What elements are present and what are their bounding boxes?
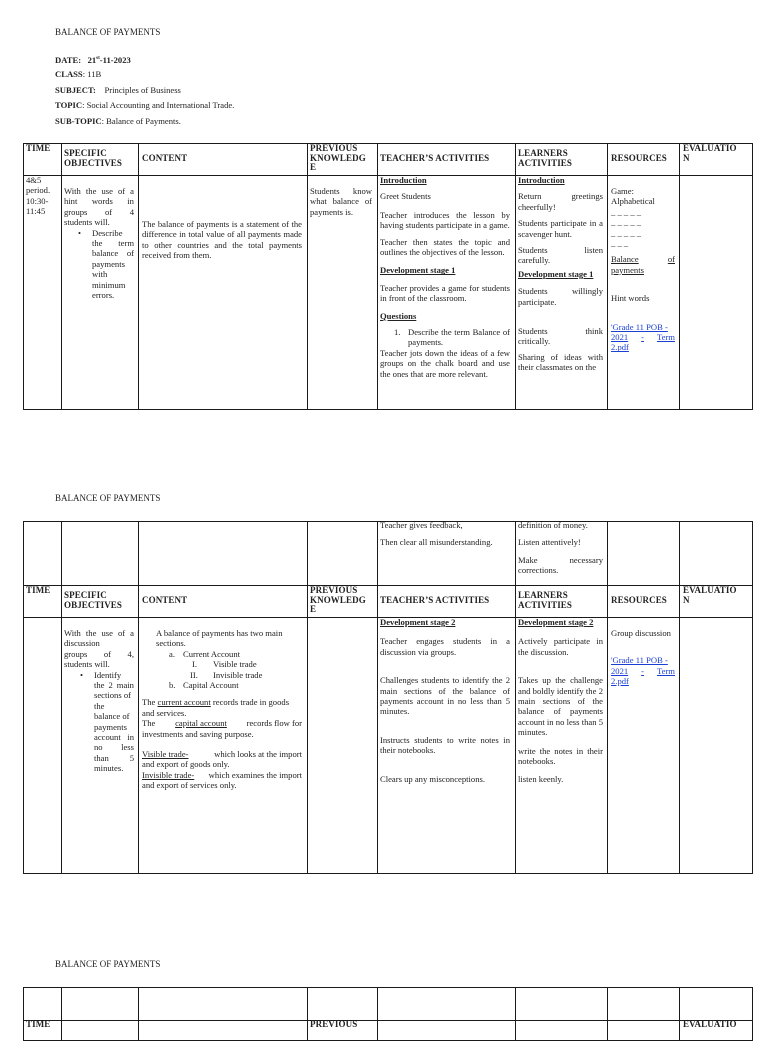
date-line: DATE: 21st-11-2023	[55, 54, 131, 65]
lesson-table-3	[23, 987, 753, 1041]
objectives-cell-2: With the use of a discussion groups of 4, students will. • Identify the 2 main sections of the balance of payments account in no less than 5 minutes.	[64, 628, 134, 774]
learners-activities-2: Development stage 2 Actively participate in the discussion. Takes up the challenge and boldly identify the 2 main sections of the balance of payments account in no less than 5 minutes. write the notes in their notebooks. listen keenly.	[518, 617, 603, 785]
header-objectives-2: SPECIFIC OBJECTIVES	[64, 590, 123, 610]
teacher-activities-2: Development stage 2 Teacher engages students in a discussion via groups. Challenges students to identify the 2 main sections of the balance of payments account in no less than 5 minutes. Instructs students to write notes in their notebooks. Clears up any misconceptions.	[380, 617, 510, 784]
header-time-3: TIME	[26, 1019, 51, 1029]
header-time-2: TIME	[26, 585, 51, 595]
header-teacher-2: TEACHER’S ACTIVITIES	[380, 595, 490, 605]
bullet-icon: •	[80, 669, 84, 680]
resources-cell: Game: Alphabetical _ _ _ _ _ _ _ _ _ _ _ _ _ _ _ _ _ _ Balance of payments Hint words 'Grade 11 POB - 2021 - Term 2.pdf	[611, 186, 675, 353]
header-previous-3: PREVIOUS	[310, 1019, 358, 1029]
resources-cell-2: Group discussion 'Grade 11 POB - 2021 - Term 2.pdf	[611, 628, 675, 687]
subtopic-line: SUB-TOPIC: Balance of Payments.	[55, 116, 181, 126]
class-line: CLASS: 11B	[55, 69, 102, 79]
teacher-continuation: Teacher gives feedback, Then clear all misunderstanding.	[380, 520, 493, 548]
topic-line: TOPIC: Social Accounting and International Trade.	[55, 100, 235, 110]
pdf-link-2[interactable]: 'Grade 11 POB - 2021 - Term 2.pdf	[611, 655, 675, 687]
header-time: TIME	[26, 143, 51, 153]
objectives-cell: With the use of a hint words in groups of 4 students will. • Describe the term balance of payments with minimum errors.	[64, 186, 134, 301]
bullet-icon: •	[78, 227, 82, 238]
page-title: BALANCE OF PAYMENTS	[55, 27, 161, 37]
pdf-link[interactable]: 'Grade 11 POB - 2021 - Term 2.pdf	[611, 321, 675, 353]
header-evaluation-2: EVALUATIO N	[683, 585, 737, 605]
content-cell: The balance of payments is a statement of the difference in total value of all payments made to other countries and the total payments received from them.	[142, 219, 302, 261]
header-content-2: CONTENT	[142, 595, 188, 605]
header-learners: LEARNERS ACTIVITIES	[518, 148, 573, 168]
header-evaluation: EVALUATIO N	[683, 143, 737, 163]
page-title-3: BALANCE OF PAYMENTS	[55, 959, 161, 969]
teacher-activities: Introduction Greet Students Teacher introduces the lesson by having students participate in a game. Teacher then states the topic and outlines the objectives of the lesson. Development stage 1 Teacher provides a game for students in front of the classroom. Questions 1. Describe the term Balance of payments. Teacher jots down the ideas of a few groups on the chalk board and use the ones that are more relevant.	[380, 175, 510, 379]
header-learners-2: LEARNERS ACTIVITIES	[518, 590, 573, 610]
header-content: CONTENT	[142, 153, 188, 163]
subject-line: SUBJECT: Principles of Business	[55, 85, 181, 95]
time-cell: 4&5 period. 10:30- 11:45	[26, 175, 51, 217]
header-objectives: SPECIFIC OBJECTIVES	[64, 148, 123, 168]
content-cell-2: A balance of payments has two main sections. a. Current Account I. Visible trade II. Invisible trade b. Capital Account The current account records trade in goods and services. The capital account records flow for investments and saving purpose. Visible trade- which looks at the import and export of goods only. Invisible trade- which examines the import and export of services only.	[142, 628, 302, 791]
learners-activities: Introduction Return greetings cheerfully! Students participate in a scavenger hunt. Students listen carefully. Development stage 1 Students willingly participate. Students think critically. Sharing of ideas with their classmates on the	[518, 175, 603, 373]
header-resources-2: RESOURCES	[611, 595, 667, 605]
header-previous: PREVIOUS KNOWLEDG E	[310, 143, 366, 173]
page-title-2: BALANCE OF PAYMENTS	[55, 493, 161, 503]
header-evaluation-3: EVALUATIO	[683, 1019, 737, 1029]
header-previous-2: PREVIOUS KNOWLEDG E	[310, 585, 366, 615]
header-teacher: TEACHER’S ACTIVITIES	[380, 153, 490, 163]
header-resources: RESOURCES	[611, 153, 667, 163]
learners-continuation: definition of money. Listen attentively! Make necessary corrections.	[518, 520, 603, 576]
previous-knowledge: Students know what balance of payments is.	[310, 186, 372, 217]
